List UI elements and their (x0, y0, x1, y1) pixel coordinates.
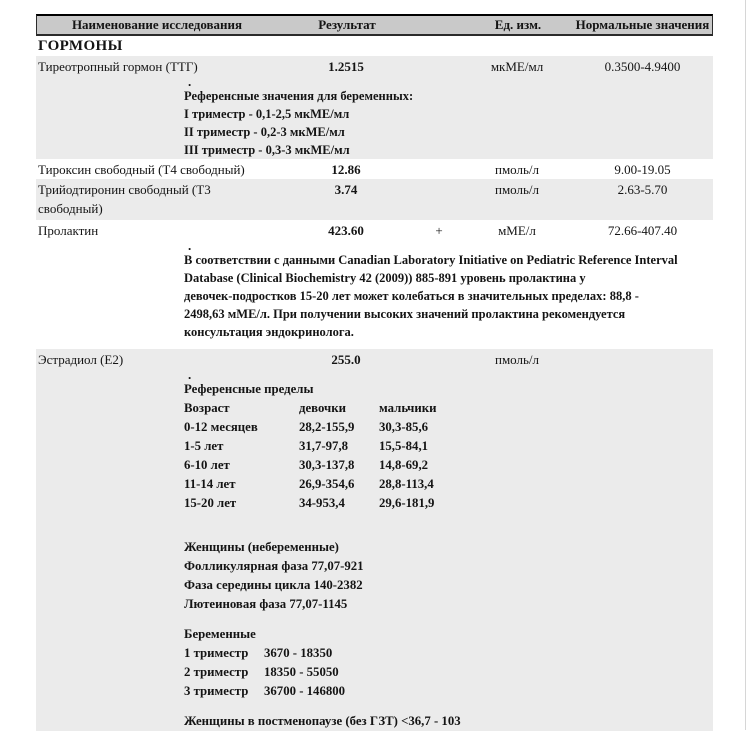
age-range: 11-14 лет (184, 477, 236, 491)
test-normal-range (572, 350, 713, 369)
comment-dot: . (188, 367, 192, 382)
women-section-title: Женщины (небеременные) (184, 540, 339, 554)
test-result: 1.2515 (328, 59, 364, 74)
boys-range: 30,3-85,6 (379, 420, 429, 434)
test-normal-range: 2.63-5.70 (617, 182, 668, 197)
test-result: 423.60 (328, 223, 364, 238)
comment-line: Database (Clinical Biochemistry 42 (2009)) 885-891 уровень пролактина у (184, 271, 586, 285)
header-flag-spacer (417, 16, 463, 34)
test-result: 255.0 (331, 352, 361, 367)
test-name: Тироксин свободный (Т4 свободный) (38, 162, 245, 177)
age-table-row (184, 475, 713, 494)
spacer (184, 614, 713, 625)
trimester-label: 2 триместр (184, 665, 249, 679)
comment-line: В соответствии с данными Canadian Laboratory Initiative on Pediatric Reference Interval (184, 253, 678, 267)
header-result: Результат (318, 17, 376, 32)
comment-line: II триместр - 0,2-3 мкМЕ/мл (184, 125, 345, 139)
comment-dot: . (188, 74, 192, 89)
comment-line: консультация эндокринолога. (184, 325, 354, 339)
result-flag (416, 57, 462, 76)
age-range: 0-12 месяцев (184, 420, 258, 434)
age-table-row (184, 437, 713, 456)
comment-dot: . (188, 238, 192, 253)
trimester-range: 3670 - 18350 (264, 646, 333, 660)
boys-range: 15,5-84,1 (379, 439, 429, 453)
boys-range: 14,8-69,2 (379, 458, 429, 472)
result-flag (416, 160, 462, 179)
age-col-header: Возраст (184, 401, 230, 415)
test-result: 3.74 (334, 182, 358, 197)
women-line: Лютеиновая фаза 77,07-1145 (184, 597, 348, 611)
comment-line: Референсные значения для беременных: (184, 89, 414, 103)
test-comment (36, 251, 713, 341)
test-comment (36, 87, 713, 159)
result-flag (416, 180, 462, 218)
trimester-label: 3 триместр (184, 684, 249, 698)
girls-range: 30,3-137,8 (299, 458, 355, 472)
header-normal-values: Нормальные значения (575, 17, 710, 32)
age-table-row (184, 456, 713, 475)
age-range: 15-20 лет (184, 496, 237, 510)
table-row (36, 56, 713, 76)
trimester-range: 36700 - 146800 (264, 684, 346, 698)
window-right-edge (745, 0, 746, 730)
result-flag: + (435, 223, 443, 238)
pregnant-section-title: Беременные (184, 627, 256, 641)
girls-col-header: девочки (299, 401, 347, 415)
boys-range: 28,8-113,4 (379, 477, 434, 491)
spacer (184, 513, 713, 538)
age-table-row (184, 494, 713, 513)
reference-title: Референсные пределы (184, 382, 314, 396)
trimester-label: 1 триместр (184, 646, 249, 660)
test-name: Эстрадиол (Е2) (38, 352, 124, 367)
comment-line: 2498,63 мМЕ/л. При получении высоких значений пролактина рекомендуется (184, 307, 626, 321)
women-line: Фолликулярная фаза 77,07-921 (184, 559, 364, 573)
test-units: пмоль/л (494, 162, 540, 177)
lab-report-document (36, 14, 713, 731)
trimester-range: 18350 - 55050 (264, 665, 339, 679)
spacer (184, 701, 713, 712)
pregnant-row (184, 644, 713, 663)
header-test-name: Наименование исследования (71, 17, 243, 32)
girls-range: 26,9-354,6 (299, 477, 355, 491)
test-block-ttg (36, 56, 713, 159)
age-table-header (184, 399, 713, 418)
test-block-t4 (36, 159, 713, 179)
girls-range: 28,2-155,9 (299, 420, 355, 434)
postmenopause-line: Женщины в постменопаузе (без ГЗТ) <36,7 - 103 (184, 714, 461, 728)
test-name: Трийодтиронин свободный (Т3 свободный) (38, 182, 211, 216)
spacer (36, 341, 713, 349)
test-name: Тиреотропный гормон (ТТГ) (38, 59, 198, 74)
test-block-estradiol (36, 349, 713, 731)
section-title-hormones: ГОРМОНЫ (38, 38, 123, 54)
test-name: Пролактин (38, 223, 99, 238)
test-units: мМЕ/л (498, 223, 536, 238)
table-row (36, 220, 713, 240)
test-block-t3 (36, 179, 713, 220)
table-row (36, 349, 713, 369)
test-normal-range: 9.00-19.05 (614, 162, 671, 177)
table-row (36, 179, 713, 220)
women-line: Фаза середины цикла 140-2382 (184, 578, 363, 592)
test-block-prolactin (36, 220, 713, 349)
girls-range: 34-953,4 (299, 496, 345, 510)
test-units: пмоль/л (494, 352, 540, 367)
comment-line: девочек-подростков 15-20 лет может колебаться в значительных пределах: 88,8 - (184, 289, 639, 303)
table-row (36, 159, 713, 179)
age-range: 1-5 лет (184, 439, 224, 453)
header-units: Ед. изм. (494, 17, 542, 32)
test-normal-range: 72.66-407.40 (607, 223, 678, 238)
test-units: пмоль/л (494, 182, 540, 197)
reference-comment (36, 380, 713, 731)
age-table-row (184, 418, 713, 437)
test-result: 12.86 (331, 162, 361, 177)
test-normal-range: 0.3500-4.9400 (604, 59, 681, 74)
age-range: 6-10 лет (184, 458, 230, 472)
pregnant-row (184, 663, 713, 682)
pregnant-row (184, 682, 713, 701)
result-flag (416, 350, 462, 369)
boys-range: 29,6-181,9 (379, 496, 435, 510)
test-units: мкМЕ/мл (490, 59, 544, 74)
boys-col-header: мальчики (379, 401, 437, 415)
table-header-row (36, 14, 713, 36)
comment-line: III триместр - 0,3-3 мкМЕ/мл (184, 143, 350, 157)
comment-line: I триместр - 0,1-2,5 мкМЕ/мл (184, 107, 350, 121)
girls-range: 31,7-97,8 (299, 439, 349, 453)
